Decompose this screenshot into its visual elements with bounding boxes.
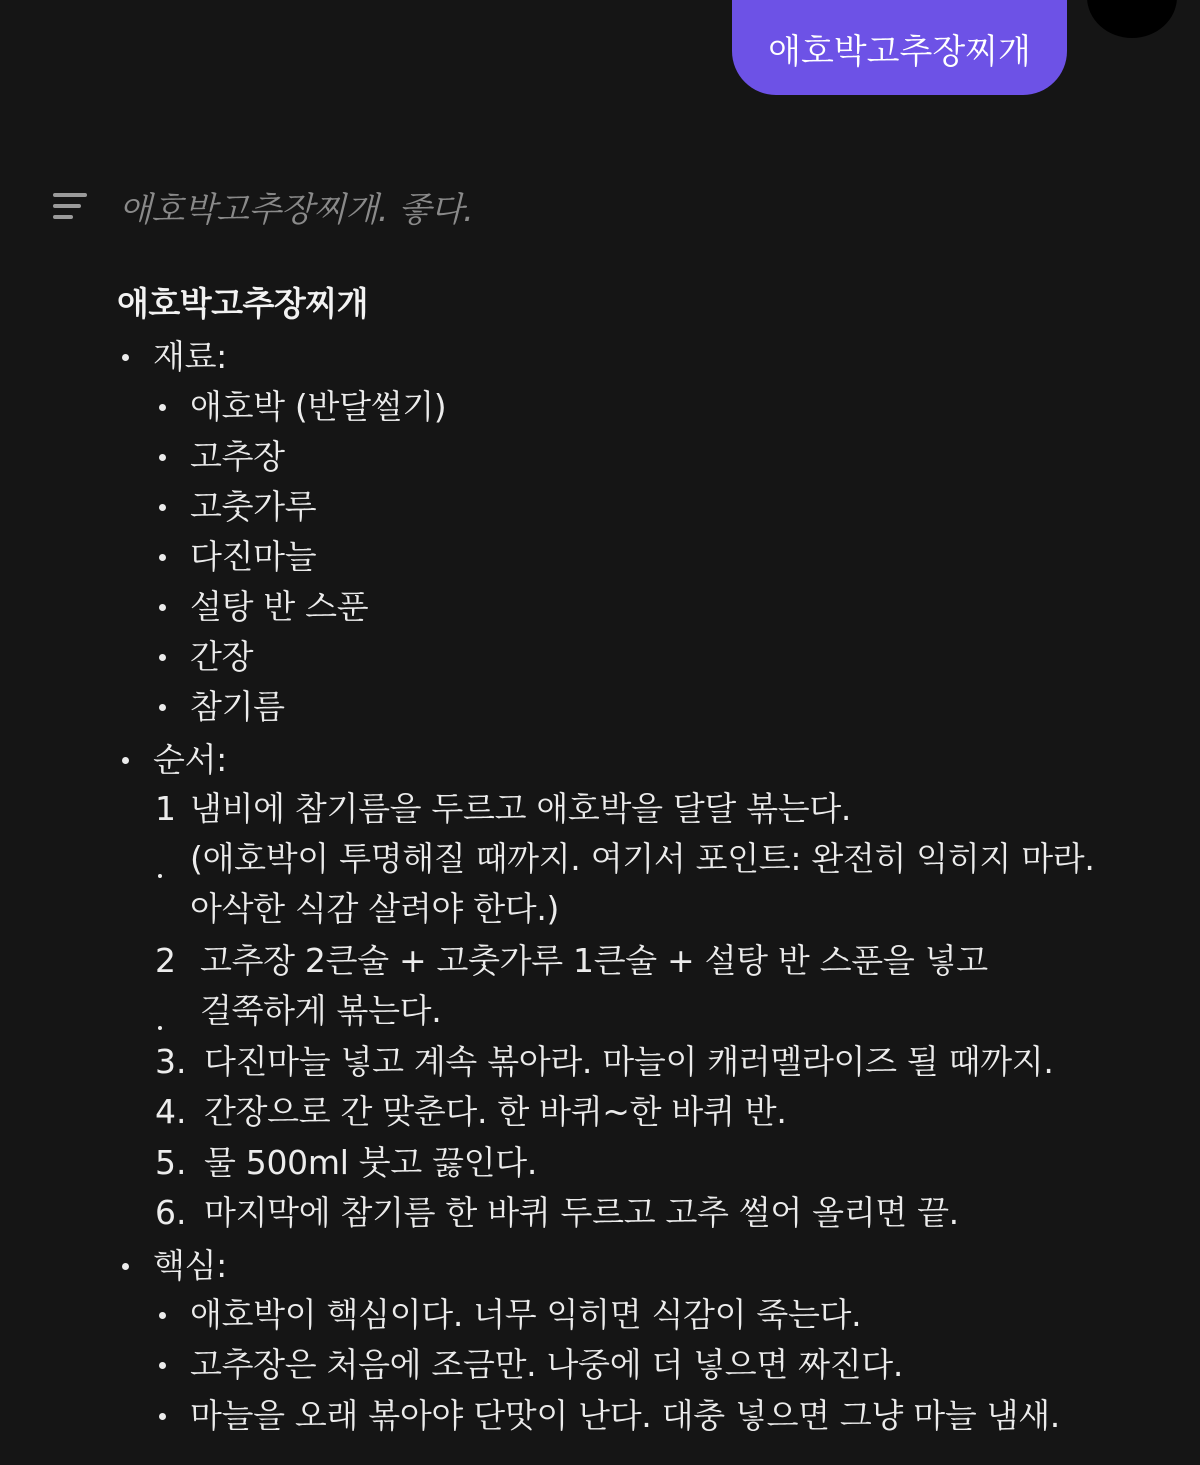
- key-point: 마늘을 오래 볶아야 단맛이 난다. 대충 넣으면 그냥 마늘 냄새.: [190, 1396, 1060, 1435]
- step-number: 4.: [155, 1092, 187, 1131]
- list-bullet: [159, 404, 166, 411]
- thinking-summary: 애호박고추장찌개. 좋다.: [119, 189, 474, 230]
- section-bullet: [122, 1263, 129, 1270]
- ingredient-item: 고추장: [190, 437, 285, 476]
- step-number: 2: [155, 941, 176, 980]
- section-bullet: [122, 757, 129, 764]
- step-text: (애호박이 투명해질 때까지. 여기서 포인트: 완전히 익히지 마라.: [190, 839, 1095, 878]
- step-text: 냄비에 참기름을 두르고 애호박을 달달 볶는다.: [190, 789, 852, 828]
- list-bullet: [159, 1413, 166, 1420]
- list-bullet: [159, 454, 166, 461]
- step-text: 아삭한 식감 살려야 한다.): [190, 889, 560, 928]
- step-text: 걸쭉하게 볶는다.: [200, 991, 442, 1030]
- reasoning-lines-icon: [52, 190, 88, 222]
- step-text: 물 500ml 붓고 끓인다.: [204, 1143, 538, 1182]
- thinking-toggle[interactable]: [52, 176, 473, 236]
- user-message-text: 애호박고추장찌개: [768, 32, 1031, 72]
- list-bullet: [159, 1362, 166, 1369]
- list-bullet: [159, 704, 166, 711]
- list-bullet: [159, 554, 166, 561]
- step-text: 간장으로 간 맞춘다. 한 바퀴~한 바퀴 반.: [204, 1092, 787, 1131]
- list-bullet: [159, 654, 166, 661]
- ingredient-item: 설탕 반 스푼: [190, 587, 369, 626]
- step-dot: [158, 874, 162, 878]
- ingredient-item: 간장: [190, 637, 254, 676]
- step-number: 3.: [155, 1042, 187, 1081]
- step-dot: [158, 1026, 162, 1030]
- recipe-title: 애호박고추장찌개: [117, 284, 369, 323]
- key-label: 핵심:: [153, 1246, 227, 1285]
- step-text: 마지막에 참기름 한 바퀴 두르고 고추 썰어 올리면 끝.: [204, 1193, 959, 1232]
- list-bullet: [159, 504, 166, 511]
- list-bullet: [159, 1312, 166, 1319]
- ingredient-item: 다진마늘: [190, 537, 317, 576]
- ingredient-item: 애호박 (반달썰기): [190, 387, 447, 426]
- step-number: 6.: [155, 1193, 187, 1232]
- user-message-bubble: [732, 0, 1067, 95]
- ingredients-label: 재료:: [153, 337, 227, 376]
- steps-label: 순서:: [153, 740, 227, 779]
- list-bullet: [159, 604, 166, 611]
- step-text: 고추장 2큰술 + 고춧가루 1큰술 + 설탕 반 스푼을 넣고: [200, 941, 988, 980]
- ingredient-item: 고춧가루: [190, 487, 317, 526]
- step-text: 다진마늘 넣고 계속 볶아라. 마늘이 캐러멜라이즈 될 때까지.: [204, 1042, 1054, 1081]
- ingredient-item: 참기름: [190, 687, 285, 726]
- step-number: 5.: [155, 1143, 187, 1182]
- key-point: 고추장은 처음에 조금만. 나중에 더 넣으면 짜진다.: [190, 1345, 904, 1384]
- avatar[interactable]: [1087, 0, 1177, 38]
- key-point: 애호박이 핵심이다. 너무 익히면 식감이 죽는다.: [190, 1295, 862, 1334]
- section-bullet: [122, 354, 129, 361]
- step-number: 1: [155, 789, 176, 828]
